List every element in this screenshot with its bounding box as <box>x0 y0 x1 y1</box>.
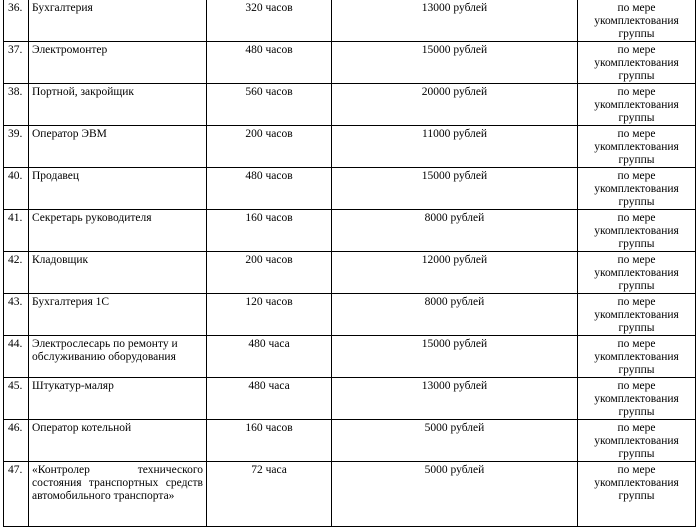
course-term: по мере укомплектования группы <box>578 0 696 42</box>
table-row <box>4 210 696 252</box>
course-name: Электрослесарь по ремонту и обслуживанию оборудования <box>29 336 207 378</box>
course-name: Штукатур-маляр <box>29 378 207 420</box>
course-name: «Контролер технического состояния транспортных средств автомобильного транспорта» <box>29 462 207 527</box>
course-hours: 200 часов <box>207 252 332 294</box>
course-price: 15000 рублей <box>332 42 578 84</box>
course-price: 8000 рублей <box>332 210 578 252</box>
course-term: по мере укомплектования группы <box>578 84 696 126</box>
table-row <box>4 0 696 42</box>
course-term: по мере укомплектования группы <box>578 126 696 168</box>
courses-table-body <box>4 0 696 527</box>
course-term: по мере укомплектования группы <box>578 294 696 336</box>
row-number: 39. <box>4 126 29 168</box>
table-row <box>4 378 696 420</box>
course-price: 12000 рублей <box>332 252 578 294</box>
course-price: 20000 рублей <box>332 84 578 126</box>
table-row <box>4 42 696 84</box>
row-number: 37. <box>4 42 29 84</box>
table-row <box>4 84 696 126</box>
course-hours: 120 часов <box>207 294 332 336</box>
row-number: 47. <box>4 462 29 527</box>
course-name: Электромонтер <box>29 42 207 84</box>
course-hours: 560 часов <box>207 84 332 126</box>
course-hours: 480 часов <box>207 42 332 84</box>
row-number: 40. <box>4 168 29 210</box>
course-price: 5000 рублей <box>332 462 578 527</box>
course-price: 13000 рублей <box>332 0 578 42</box>
course-hours: 200 часов <box>207 126 332 168</box>
row-number: 42. <box>4 252 29 294</box>
course-hours: 480 часа <box>207 378 332 420</box>
course-name: Бухгалтерия 1С <box>29 294 207 336</box>
course-price: 11000 рублей <box>332 126 578 168</box>
course-hours: 320 часов <box>207 0 332 42</box>
table-row <box>4 126 696 168</box>
course-hours: 160 часов <box>207 210 332 252</box>
courses-table <box>3 0 696 527</box>
course-price: 13000 рублей <box>332 378 578 420</box>
row-number: 46. <box>4 420 29 462</box>
table-row <box>4 168 696 210</box>
course-term: по мере укомплектования группы <box>578 252 696 294</box>
row-number: 44. <box>4 336 29 378</box>
course-price: 15000 рублей <box>332 168 578 210</box>
course-price: 15000 рублей <box>332 336 578 378</box>
table-row <box>4 294 696 336</box>
course-name: Продавец <box>29 168 207 210</box>
course-hours: 480 часа <box>207 336 332 378</box>
row-number: 36. <box>4 0 29 42</box>
course-term: по мере укомплектования группы <box>578 378 696 420</box>
row-number: 38. <box>4 84 29 126</box>
table-row <box>4 462 696 527</box>
course-name: Оператор ЭВМ <box>29 126 207 168</box>
course-name: Секретарь руководителя <box>29 210 207 252</box>
course-term: по мере укомплектования группы <box>578 420 696 462</box>
course-term: по мере укомплектования группы <box>578 336 696 378</box>
course-term: по мере укомплектования группы <box>578 168 696 210</box>
row-number: 43. <box>4 294 29 336</box>
row-number: 41. <box>4 210 29 252</box>
course-name: Бухгалтерия <box>29 0 207 42</box>
course-name: Оператор котельной <box>29 420 207 462</box>
course-price: 5000 рублей <box>332 420 578 462</box>
course-name: Портной, закройщик <box>29 84 207 126</box>
course-hours: 72 часа <box>207 462 332 527</box>
table-row <box>4 336 696 378</box>
table-row <box>4 252 696 294</box>
course-term: по мере укомплектования группы <box>578 462 696 527</box>
row-number: 45. <box>4 378 29 420</box>
course-term: по мере укомплектования группы <box>578 210 696 252</box>
course-name: Кладовщик <box>29 252 207 294</box>
course-term: по мере укомплектования группы <box>578 42 696 84</box>
course-price: 8000 рублей <box>332 294 578 336</box>
course-hours: 160 часов <box>207 420 332 462</box>
table-row <box>4 420 696 462</box>
course-hours: 480 часов <box>207 168 332 210</box>
